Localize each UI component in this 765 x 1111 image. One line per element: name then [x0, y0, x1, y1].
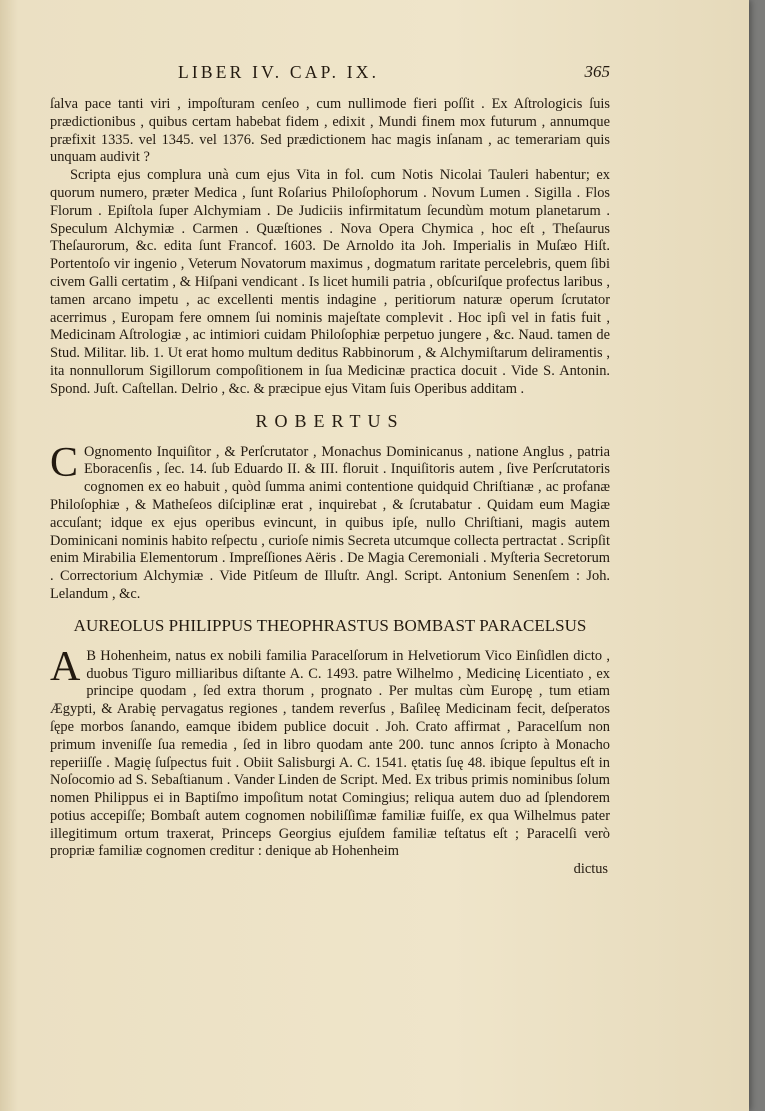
section-paracelsus: [50, 643, 610, 862]
running-head-title: LIBER IV. CAP. IX.: [178, 62, 380, 82]
heading-paracelsus: AUREOLUS PHILIPPUS THEOPHRASTUS BOMBAST PARACELSUS: [73, 615, 587, 635]
paragraph-2: Scripta ejus complura unà cum ejus Vita in fol. cum Notis Nicolai Tauleri habentur; ex quorum numero, præter Medica , ſunt Roſarius Philoſophorum . Novum Lumen . Sigilla . Flos Florum . Epiſtola ſuper Alchymiam . De Judiciis infirmitatum ſecundùm motum planetarum . Speculum Alchymiæ . Carmen . Quæſtiones . Nova Opera Chymica , hoc eſt , Theſaurus Theſaurorum, &c. edita ſunt Francof. 1603. De Arnoldo ita Joh. Imperialis in Muſæo Hiſt. Portentoſo vir ingenio , Veterum Novatorum maximus , dogmatum raritate percelebris, quem ſibi civem Galli certatim , & Hiſpani vendicant . Is licet humili patria , obſcuriſque profectus laribus , tamen arcano impetu , ac excellenti mentis indagine , peritiorum naturæ operum ſcrutator acerrimus , Europam fere omnem ſui nominis majeſtate complevit . Hoc ipſi vel in fatis fuit , Medicinam Aſtrologiæ , ac intimiori cuidam Philoſophiæ perpetuo jungere , &c. Naud. tamen de Stud. Militar. lib. 1. Ut erat homo multum deditus Rabbinorum , & Alchymiſtarum deliramentis , ita nonnullorum Sigillorum compoſitionem in ſua Medicinæ practica docuit . Vide S. Antonin. Spond. Juſt. Caſtellan. Delrio , &c. & præcipue ejus Vitam ſuis Operibus additam .: [50, 167, 610, 397]
dropcap-c: C: [50, 439, 79, 486]
paragraph-4: B Hohenheim, natus ex nobili familia Paracelſorum in Helvetiorum Vico Einſidlen dicto , duobus Tiguro milliaribus diſtante A. C. 1493. patre Wilhelmo , Medicinę Licentiato , ex principe quodam , ſed extra thorum , prognato . Per multas cùm Europę , tum etiam Ægypti, & Arabię pervagatus regiones , tandem reverſus , Baſileę Medicinam fecit, deſperatos ſępe morbos ſanando, eamque ibidem publice docuit . Joh. Crato affirmat , Paracelſum non primum inveniſſe ſua remedia , ſed in libro quodam ante 200. tunc annos ſcripto à Monacho reperiiſſe . Magię ſuſpectus fuit . Obiit Salisburgi A. C. 1541. ętatis ſuę 48. ibique ſepultus eſt in Noſocomio ad S. Sebaſtianum . Vander Linden de Script. Med. Ex tribus primis nominibus ſolum nomen Philippus ei in Baptiſmo impoſitum notat Comingius; reliqua autem duo ad ſplendorem potius accepiſſe; Bombaſt autem cognomen nobiliſſimæ familiæ fuiſſe, ex qua Wilhelmus pater illegitimum ortum traxerat, Princeps Georgius ejuſdem familiæ teſtatus eſt ; Paracelſi verò propriæ familiæ cognomen creditur : denique ab Hohenheim: [50, 647, 610, 860]
dropcap-a: A: [50, 643, 81, 690]
heading-robertus: ROBERTUS: [255, 410, 405, 431]
paragraph-1: ſalva pace tanti viri , impoſturam cenſeo , cum nullimode fieri poſſit . Ex Aſtrologicis ſuis prædictionibus , quibus certam habebat fidem , edixit , Mundi finem mox futurum , annumque præfixit 1335. vel 1345. vel 1376. Sed prædictionem hac magis inſanam , ac temerariam quis unquam audivit ?: [50, 96, 610, 166]
paragraph-3: Ognomento Inquiſitor , & Perſcrutator , Monachus Dominicanus , natione Anglus , patria Eboracenſis , ſec. 14. ſub Eduardo II. & III. floruit . Inquiſitoris autem , ſive Perſcrutatoris cognomen ex eo habuit , quòd ſumma animi contentione quidquid Chriſtianæ , ac profanæ Philoſophiæ , & Matheſeos diſciplinæ erat , inquirebat , & ſcrutabatur . Quidam eum Magiæ accuſant; idque ex ejus operibus evincunt, in quibus ipſe, nullo Chriſtiani, magis autem Dominicani nominis habito reſpectu , curioſe nimis Secreta utcumque collecta pertractat . Scripſit enim Mirabilia Elementorum . Impreſſiones Aëris . De Magia Ceremoniali . Myſteria Secretorum . Correctorium Alchymiæ . Vide Pitſeum de Illuſtr. Angl. Script. Antonium Senenſem : Joh. Lelandum , &c.: [50, 443, 610, 602]
catchword: dictus: [573, 861, 608, 878]
section-robertus: [50, 439, 610, 604]
text-block: [50, 62, 610, 879]
page-number: 365: [584, 62, 610, 81]
running-head: [50, 62, 610, 96]
